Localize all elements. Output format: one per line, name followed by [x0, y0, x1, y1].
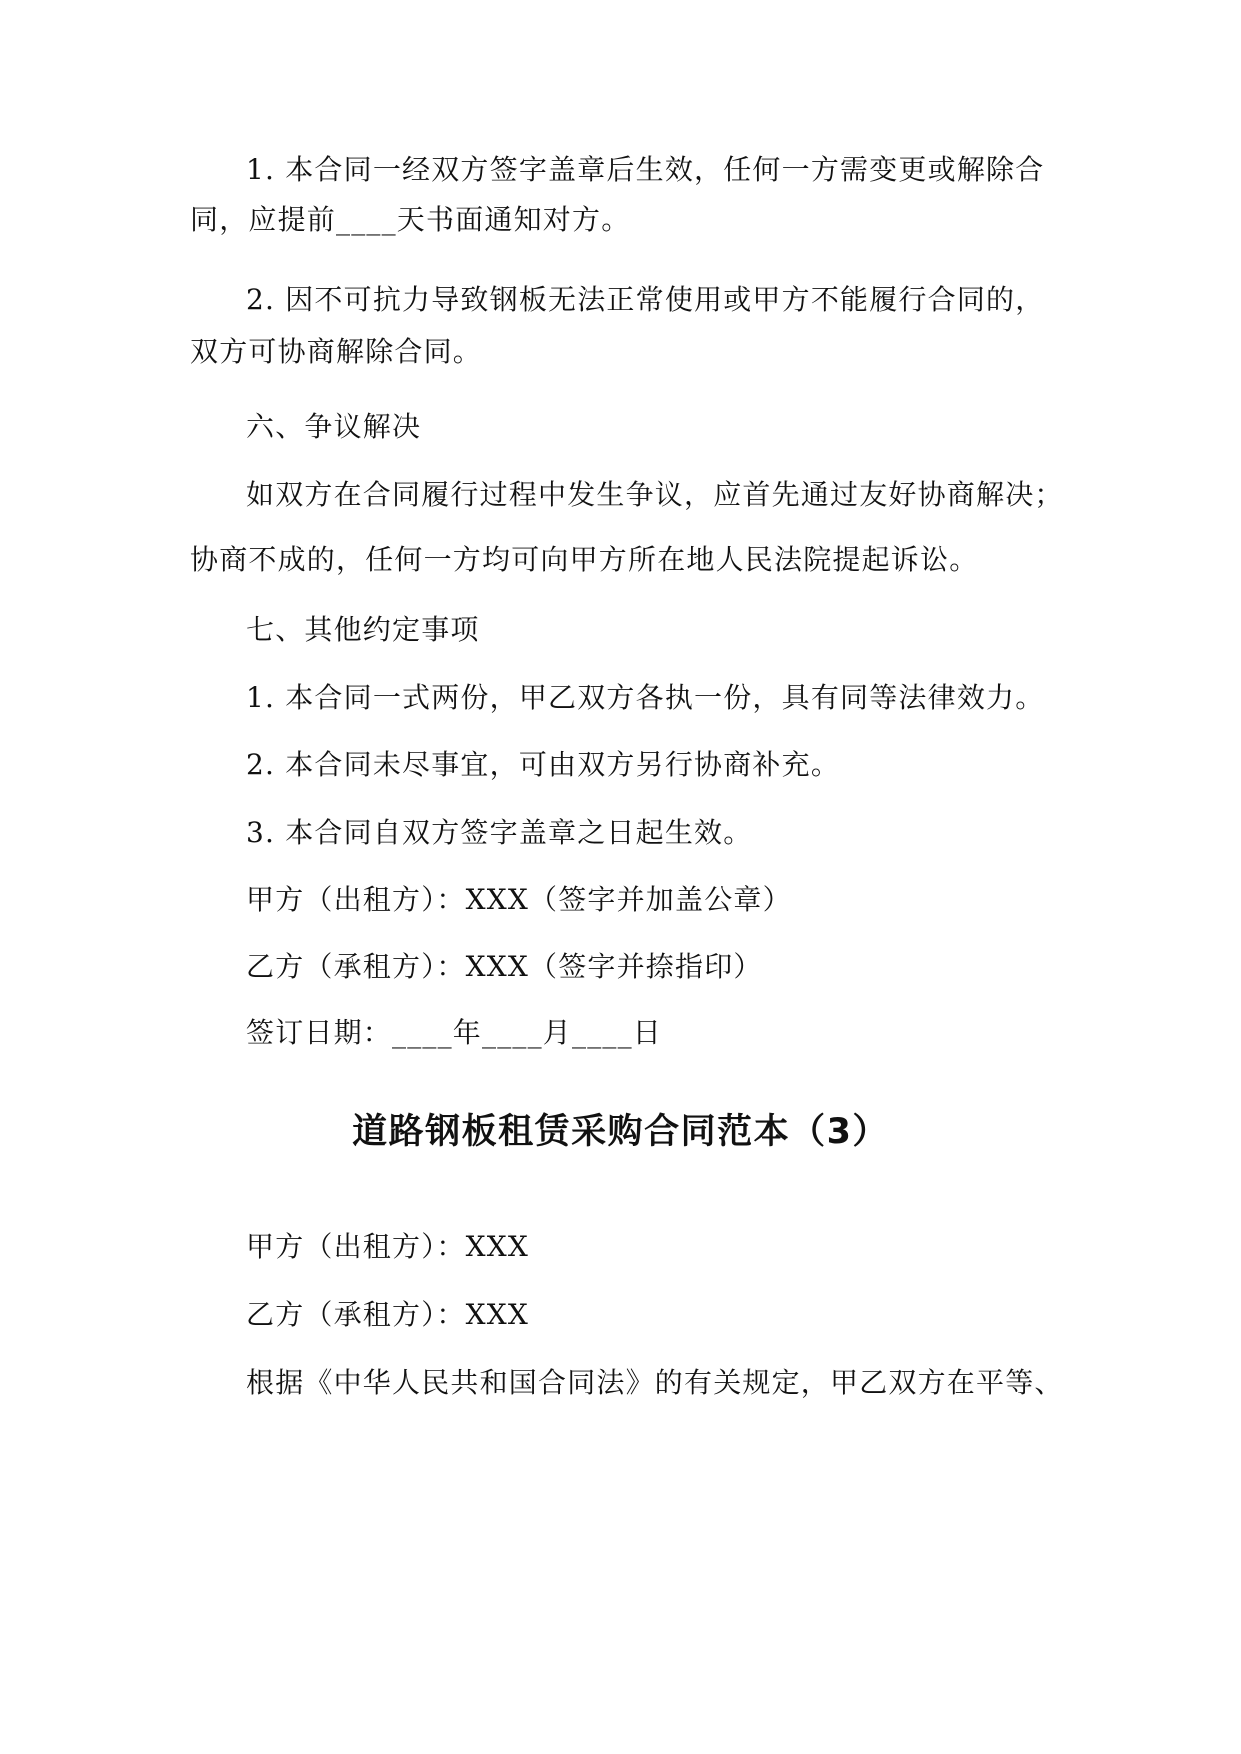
section-7-heading: 七、其他约定事项	[246, 613, 480, 646]
section-6-heading: 六、争议解决	[246, 410, 422, 443]
signing-date-line: 签订日期：____年____月____日	[246, 1016, 663, 1049]
clause-7-3: 3. 本合同自双方签字盖章之日起生效。	[246, 816, 753, 849]
party-b-line: 乙方（承租方）：XXX	[246, 1298, 530, 1331]
party-a-signature-line: 甲方（出租方）：XXX（签字并加盖公章）	[246, 883, 792, 916]
contract-title: 道路钢板租赁采购合同范本（3）	[352, 1112, 889, 1152]
party-b-signature-line: 乙方（承租方）：XXX（签字并捺指印）	[246, 950, 763, 983]
preamble-line-1: 根据《中华人民共和国合同法》的有关规定，甲乙双方在平等、	[246, 1366, 1064, 1399]
section-6-line-1: 如双方在合同履行过程中发生争议，应首先通过友好协商解决；	[246, 478, 1064, 511]
clause-5-2-line-1: 2. 因不可抗力导致钢板无法正常使用或甲方不能履行合同的，	[246, 283, 1045, 316]
clause-7-2: 2. 本合同未尽事宜，可由双方另行协商补充。	[246, 748, 841, 781]
clause-5-2-line-2: 双方可协商解除合同。	[190, 335, 483, 368]
clause-5-1-line-1: 1. 本合同一经双方签字盖章后生效，任何一方需变更或解除合	[246, 153, 1045, 186]
clause-5-1-line-2: 同，应提前____天书面通知对方。	[190, 203, 631, 236]
section-6-line-2: 协商不成的，任何一方均可向甲方所在地人民法院提起诉讼。	[190, 543, 979, 576]
party-a-line: 甲方（出租方）：XXX	[246, 1230, 530, 1263]
clause-7-1: 1. 本合同一式两份，甲乙双方各执一份，具有同等法律效力。	[246, 681, 1045, 714]
